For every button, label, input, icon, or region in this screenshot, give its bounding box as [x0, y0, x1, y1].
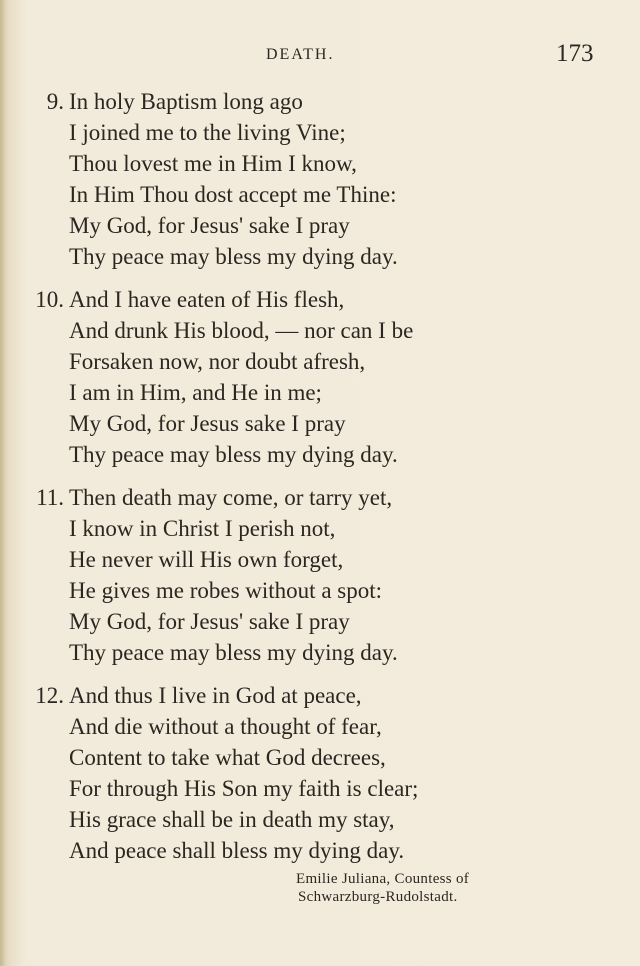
verse-line: And peace shall bless my dying day. — [69, 838, 405, 863]
verse-line: And I have eaten of His flesh, — [69, 287, 345, 312]
stanza-number: 9. — [46, 89, 64, 114]
verse-line: I am in Him, and He in me; — [69, 380, 322, 405]
page-gutter-shadow — [0, 0, 6, 966]
running-head — [0, 40, 640, 70]
verse-line: Thou lovest me in Him I know, — [69, 151, 357, 176]
verse-line: I joined me to the living Vine; — [69, 120, 346, 145]
stanza-number: 11. — [36, 485, 64, 510]
verse-line: He never will His own forget, — [69, 547, 344, 572]
verse-line: My God, for Jesus' sake I pray — [69, 609, 350, 634]
stanza-number: 12. — [35, 683, 64, 708]
verse-line: My God, for Jesus sake I pray — [69, 411, 346, 436]
verse-line: Forsaken now, nor doubt afresh, — [69, 349, 366, 374]
verse-line: And thus I live in God at peace, — [69, 683, 362, 708]
verse-line: Then death may come, or tarry yet, — [69, 485, 393, 510]
verse-line: He gives me robes without a spot: — [69, 578, 383, 603]
verse-line: My God, for Jesus' sake I pray — [69, 213, 350, 238]
verse-line: Thy peace may bless my dying day. — [69, 244, 398, 269]
author-attribution — [296, 870, 596, 906]
section-title: DEATH. — [266, 46, 335, 63]
verse-line: Thy peace may bless my dying day. — [69, 442, 398, 467]
verse-line: Content to take what God decrees, — [69, 745, 386, 770]
page-number: 173 — [556, 40, 594, 67]
author-name: Emilie Juliana, Countess of — [296, 871, 470, 887]
verse-line: For through His Son my faith is clear; — [69, 776, 419, 801]
verse-line: His grace shall be in death my stay, — [69, 807, 395, 832]
verse-line: In holy Baptism long ago — [69, 89, 303, 114]
author-title: Schwarzburg-Rudolstadt. — [298, 889, 458, 905]
verse-line: Thy peace may bless my dying day. — [69, 640, 398, 665]
stanza-number: 10. — [35, 287, 64, 312]
verse-line: And drunk His blood, — nor can I be — [69, 318, 414, 343]
verse-line: And die without a thought of fear, — [69, 714, 382, 739]
verse-line: I know in Christ I perish not, — [69, 516, 336, 541]
verse-line: In Him Thou dost accept me Thine: — [69, 182, 397, 207]
